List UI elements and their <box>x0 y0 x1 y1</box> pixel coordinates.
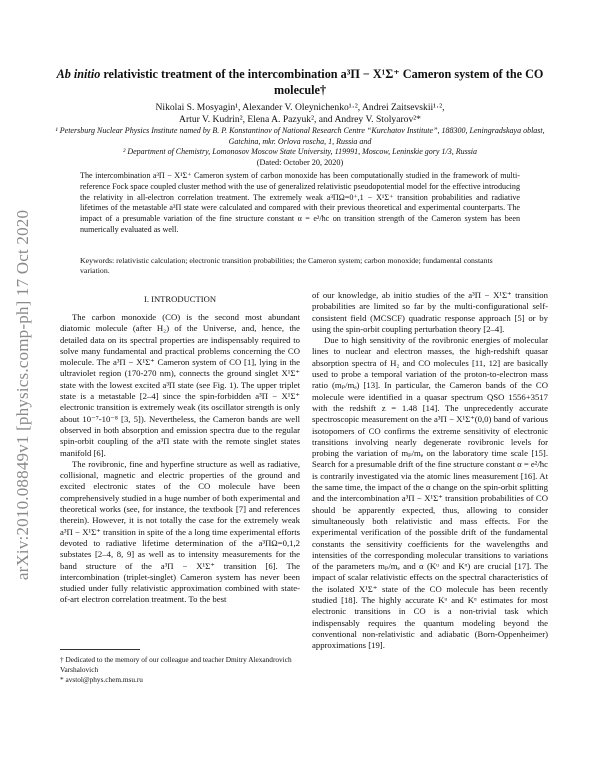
footnotes <box>60 655 300 685</box>
paper-title <box>55 66 545 98</box>
right-column <box>312 290 548 652</box>
arxiv-sidebar-stamp <box>8 175 38 615</box>
affiliation-2: ² Department of Chemistry, Lomonosov Moscow State University, 119991, Moscow, Leninskie gory 1/3, Russia <box>122 147 478 156</box>
authors-line-2: Artur V. Kudrin², Elena A. Pazyuk², and Andrey V. Stolyarov²* <box>179 114 421 125</box>
footnote-email: * avstol@phys.chem.msu.ru <box>60 675 143 684</box>
affiliations <box>55 126 545 158</box>
keywords-text: Keywords: relativistic calculation; electronic transition probabilities; the Cameron system; carbon monoxide; fundamental constants variation. <box>80 256 493 275</box>
intro-paragraph-3: of our knowledge, ab initio studies of the a³Π − X¹Σ⁺ transition probabilities are limited so far by the multi-configurational self-consistent field (MCSCF) quadratic response approach [5] or by using the spin-orbit coupling perturbation theory [2–4]. <box>312 290 548 334</box>
title-main: relativistic treatment of the intercombination a³Π − X¹Σ⁺ Cameron system of the CO molecule† <box>100 67 544 97</box>
title-italic: Ab initio <box>56 67 101 81</box>
affiliation-1: ¹ Petersburg Nuclear Physics Institute named by B. P. Konstantinov of National Research Centre “Kurchatov Institute”, 188300, Leningradskaya oblast, Gatchina, mkr. Orlova roscha, 1, Russia and <box>55 126 545 146</box>
date-line: (Dated: October 20, 2020) <box>256 158 344 167</box>
intro-paragraph-1: The carbon monoxide (CO) is the second most abundant diatomic molecule (after H₂) of the Universe, and, hence, the detailed data on its spectral properties are indispensably required to solve many fundamental and practical problems concerning the CO molecule. The a³Π − X¹Σ⁺ Cameron system of CO [1], lying in the ultraviolet region (170-270 nm), connects the ground singlet X¹Σ⁺ state with the lowest excited a³Π state (see Fig. 1). The upper triplet state is a metastable [2–4] since the spin-forbidden a³Π − X¹Σ⁺ electronic transition is extremely weak (its oscillator strength is only about 10⁻⁷-10⁻⁸ [3, 5]). Nevertheless, the Cameron bands are well observed in both absorption and emission spectra due to the regular spin-orbit coupling of the a³Π state with the remote singlet states manifold [6]. <box>60 312 300 458</box>
arxiv-identifier: arXiv:2010.08849v1 [physics.comp-ph] 17 Oct 2020 <box>13 209 32 581</box>
section-heading: I. INTRODUCTION <box>143 294 217 304</box>
footnote-dedication: † Dedicated to the memory of our colleague and teacher Dmitry Alexandrovich Varshalovich <box>60 655 292 674</box>
authors-line-1: Nikolai S. Mosyagin¹, Alexander V. Oleynichenko¹·², Andrei Zaitsevskii¹·², <box>155 102 445 113</box>
abstract-text: The intercombination a³Π − X¹Σ⁺ Cameron system of carbon monoxide has been computationally studied in the framework of multi-reference Fock space coupled cluster method with the use of generalized relativistic pseudopotential model for the effective introducing the relativity in all-electron correlation treatment. The extremely weak a³ΠΩ=0⁺,1 − X¹Σ⁺ transition probabilities and radiative lifetimes of the metastable a³Π state were calculated and compared with their previous theoretical and experimental counterparts. The impact of a presumable variation of the fine structure constant α = e²/ħc on transition strength of the Cameron system has been numerically evaluated as well. <box>80 171 520 234</box>
intro-paragraph-4: Due to high sensitivity of the rovibronic energies of molecular lines to nuclear and electron masses, the high-redshift quasar absorption spectra of H₂ and CO molecules [11, 12] are basically used to probe a temporal variation of the proton-to-electron mass ratio (mₚ/mₑ) [13]. In particular, the Cameron bands of the CO molecule were identified in a quasar spectrum QSO 1556+3517 with the redshift z = 1.48 [14]. The unprecedently accurate spectroscopic measurement on the a³Π − X¹Σ⁺(0,0) band of various isotopomers of CO confirms the extreme sensitivity of electronic transitions involving nearly degenerate rovibronic levels for probing the variation of mₚ/mₑ on the laboratory time scale [15]. Search for a presumable drift of the fine structure constant α = e²/ħc is contrarily investigated via the atomic lines measurement [16]. At the same time, the impact of the α change on the spin-orbit splitting and the intercombination a³Π − X¹Σ⁺ transition probabilities of CO should be apparently expected, thus, allowing to consider simultaneously both relativistic and mass effects. For the experimental verification of the possible drift of the fundamental constants the sensitivity coefficients for the wavelengths and intensities of the corresponding molecular transitions to variations of the parameters mₚ/mₑ and α (Kᵘ and Kᵅ) are crucial [17]. The impact of scalar relativistic effects on the spectral characteristics of the isolated X¹Σ⁺ state of the CO molecule has been recently studied [18]. The highly accurate Kᵘ and Kᵅ estimates for most electronic transitions in CO is a non-trivial task which indispensably requires the quantum modeling beyond the conventional non-relativistic and adiabatic (Born-Oppenheimer) approximations [19]. <box>312 335 548 651</box>
intro-paragraph-2: The rovibronic, fine and hyperfine structure as well as radiative, collisional, magnetic and electric properties of the ground and excited electronic states of the CO molecule have been comprehensively studied in a huge number of both experimental and theoretical works (see, for instance, the textbook [7] and references therein). However, it is not totally the case for the extremely weak a³Π − X¹Σ⁺ transition in spite of the a long time experimental efforts devoted to radiative lifetime determination of the a³ΠΩ=0,1,2 substates [2–4, 8, 9] as well as to intensity measurements for the band structure of the a³Π − X¹Σ⁺ transition [6]. The intercombination (triplet-singlet) Cameron system has never been studied under fully relativistic approximation combined with state-of-art electron correlation treatment. To the best <box>60 458 300 605</box>
author-list <box>60 102 540 126</box>
footnote-rule <box>60 649 140 650</box>
left-column <box>60 312 300 606</box>
